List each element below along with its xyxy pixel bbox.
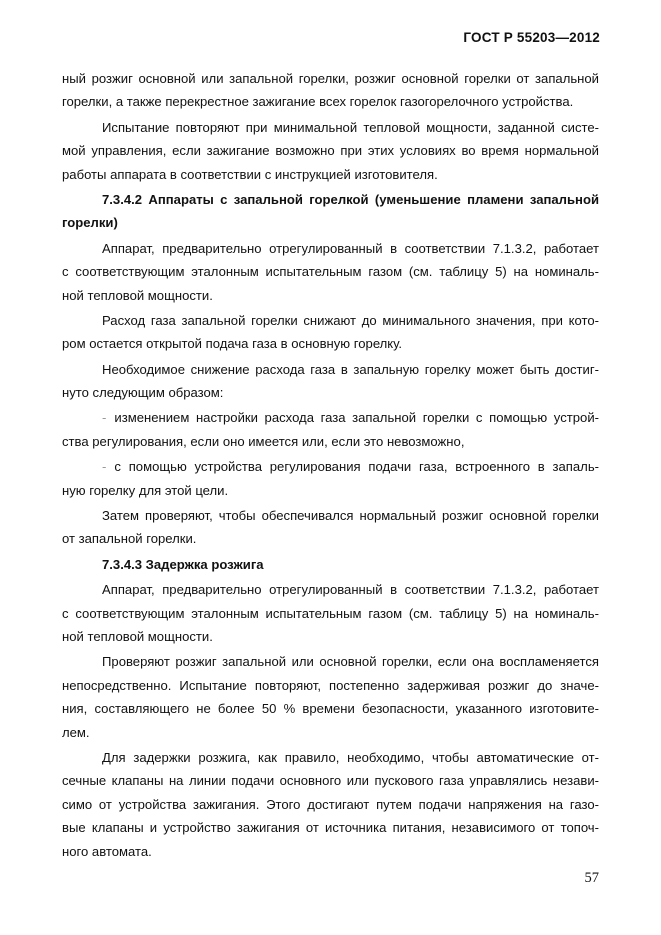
text-line: ром остается открытой подача газа в основную горелку.	[62, 336, 403, 352]
text-line: от запальной горелки.	[62, 531, 197, 547]
list-item-text: с помощью устройства регулирования подачи газа, встроенного в запаль-	[114, 459, 599, 475]
page-number: 57	[584, 870, 599, 886]
text-line: ной тепловой мощности.	[62, 287, 213, 303]
text-line: Затем проверяют, чтобы обеспечивался нормальный розжиг основной горелки	[102, 508, 599, 524]
text-line: ного автомата.	[62, 843, 152, 859]
document-body	[62, 67, 599, 863]
text-line: работы аппарата в соответствии с инструкцией изготовителя.	[62, 166, 438, 182]
text-line: симо от устройства зажигания. Этого достигают путем подачи напряжения на газо-	[62, 796, 599, 812]
text-line: ной тепловой мощности.	[62, 628, 213, 644]
bullet-dash: -	[102, 459, 107, 475]
text-line: Необходимое снижение расхода газа в запальную горелку может быть достиг-	[102, 361, 599, 377]
text-line: ния, составляющего не более 50 % времени безопасности, указанного изготовите-	[62, 701, 599, 717]
text-line: нуто следующим образом:	[62, 385, 224, 401]
text-line: Расход газа запальной горелки снижают до минимального значения, при кото-	[102, 312, 599, 328]
text-line: с соответствующим эталонным испытательным газом (см. таблицу 5) на номиналь-	[62, 264, 599, 280]
text-line: Аппарат, предварительно отрегулированный в соответствии 7.1.3.2, работает	[102, 582, 599, 598]
text-line: Проверяют розжиг запальной или основной горелки, если она воспламеняется	[102, 654, 599, 670]
list-item	[62, 455, 599, 478]
document-header: ГОСТ Р 55203—2012	[463, 30, 600, 45]
text-line: мой управления, если зажигание возможно при этих условиях во время нормальной	[62, 143, 599, 159]
list-item-text: изменением настройки расхода газа запальной горелки с помощью устрой-	[114, 410, 599, 426]
text-line: ный розжиг основной или запальной горелки, розжиг основной горелки от запальной	[62, 71, 599, 86]
bullet-dash: -	[102, 410, 107, 426]
text-line: Аппарат, предварительно отрегулированный в соответствии 7.1.3.2, работает	[102, 240, 599, 256]
text-line: ства регулирования, если оно имеется или, если это невозможно,	[62, 433, 465, 449]
text-line: лем.	[62, 724, 90, 740]
text-line: горелки, а также перекрестное зажигание всех горелок газогорелочного устройства.	[62, 94, 574, 110]
list-item	[62, 406, 599, 429]
text-line: непосредственно. Испытание повторяют, постепенно задерживая розжиг до значе-	[62, 677, 599, 693]
text-line: Для задержки розжига, как правило, необходимо, чтобы автоматические от-	[102, 749, 599, 765]
text-line: сечные клапаны на линии подачи основного или пускового газа управлялись незави-	[62, 773, 599, 789]
text-line: Испытание повторяют при минимальной тепловой мощности, заданной систе-	[102, 119, 599, 135]
text-line: вые клапаны и устройство зажигания от источника питания, независимого от топоч-	[62, 820, 599, 836]
section-heading: 7.3.4.3 Задержка розжига	[102, 556, 264, 572]
text-line: ную горелку для этой цели.	[62, 482, 229, 498]
section-heading: горелки)	[62, 215, 118, 231]
section-heading: 7.3.4.2 Аппараты с запальной горелкой (уменьшение пламени запальной	[102, 191, 599, 207]
text-line: с соответствующим эталонным испытательным газом (см. таблицу 5) на номиналь-	[62, 605, 599, 621]
